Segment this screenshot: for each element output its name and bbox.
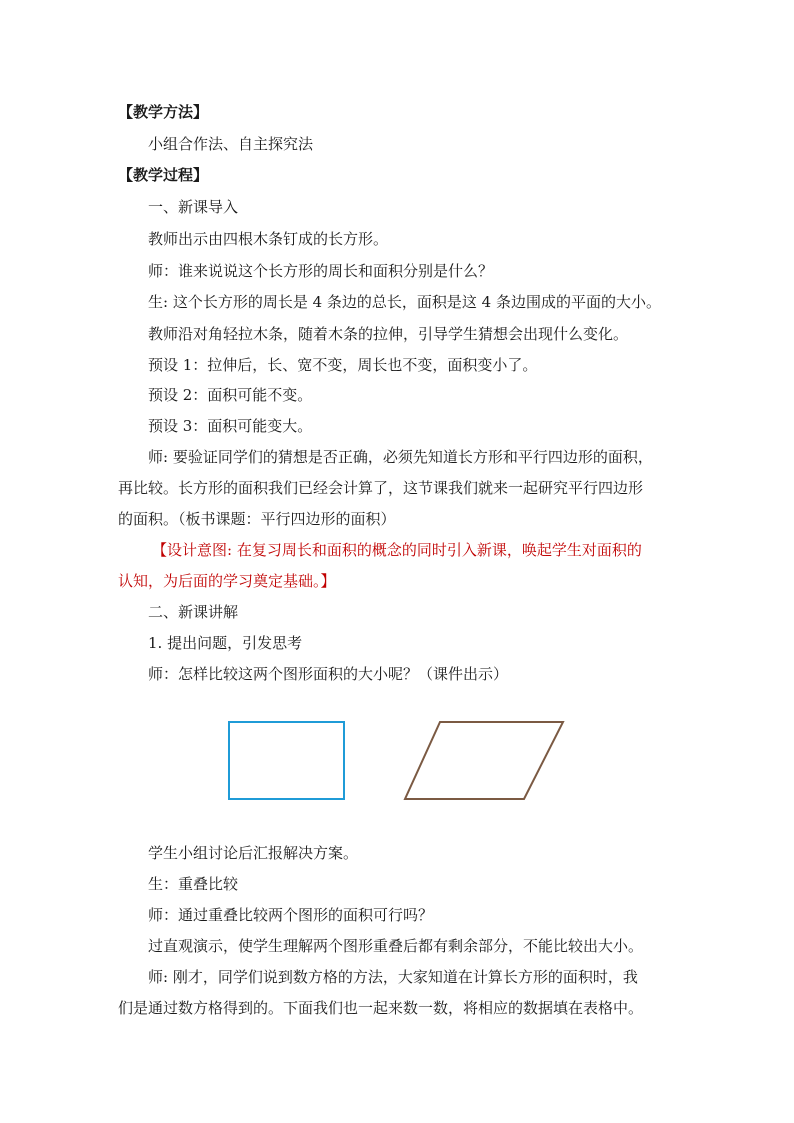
intro-line: 教师沿对角轻拉木条，随着木条的拉伸，引导学生猜想会出现什么变化。 [148, 325, 629, 343]
after-figure-line: 师：通过重叠比较两个图形的面积可行吗？ [148, 906, 434, 924]
intro-line: 教师出示由四根木条钉成的长方形。 [148, 230, 389, 248]
after-figure-line: 学生小组讨论后汇报解决方案。 [148, 844, 359, 862]
lesson-step: 1. 提出问题，引发思考 [148, 634, 303, 652]
intro-line: 预设 2：面积可能不变。 [148, 386, 313, 404]
design-note: 认知，为后面的学习奠定基础。】 [118, 572, 336, 590]
after-figure-line: 生：重叠比较 [148, 875, 239, 893]
intro-line: 生: 这个长方形的周长是 4 条边的总长，面积是这 4 条边围成的平面的大小。 [148, 293, 661, 311]
intro-line: 预设 1：拉伸后，长、宽不变，周长也不变，面积变小了。 [148, 356, 538, 374]
after-figure-line: 师: 刚才，同学们说到数方格的方法，大家知道在计算长方形的面积时，我 [148, 968, 638, 986]
rectangle-shape [229, 722, 344, 799]
intro-line: 师: 要验证同学们的猜想是否正确，必须先知道长方形和平行四边形的面积， [148, 448, 653, 466]
intro-line: 再比较。长方形的面积我们已经会计算了，这节课我们就来一起研究平行四边形 [118, 479, 644, 497]
method-heading: 【教学方法】 [118, 103, 209, 121]
intro-line: 的面积。（板书课题：平行四边形的面积） [118, 510, 396, 528]
lesson-question: 师：怎样比较这两个图形面积的大小呢？（课件出示） [148, 665, 509, 683]
after-figure-line: 们是通过数方格得到的。下面我们也一起来数一数，将相应的数据填在表格中。 [118, 999, 644, 1017]
method-text: 小组合作法、自主探究法 [148, 135, 314, 153]
intro-line: 预设 3：面积可能变大。 [148, 417, 313, 435]
parallelogram-shape [405, 722, 563, 799]
process-heading: 【教学过程】 [118, 166, 209, 184]
intro-title: 一、新课导入 [148, 198, 239, 216]
lesson-title: 二、新课讲解 [148, 603, 239, 621]
design-note: 【设计意图: 在复习周长和面积的概念的同时引入新课，唤起学生对面积的 [152, 541, 642, 559]
intro-line: 师：谁来说说这个长方形的周长和面积分别是什么？ [148, 262, 494, 280]
after-figure-line: 过直观演示，使学生理解两个图形重叠后都有剩余部分，不能比较出大小。 [148, 937, 644, 955]
